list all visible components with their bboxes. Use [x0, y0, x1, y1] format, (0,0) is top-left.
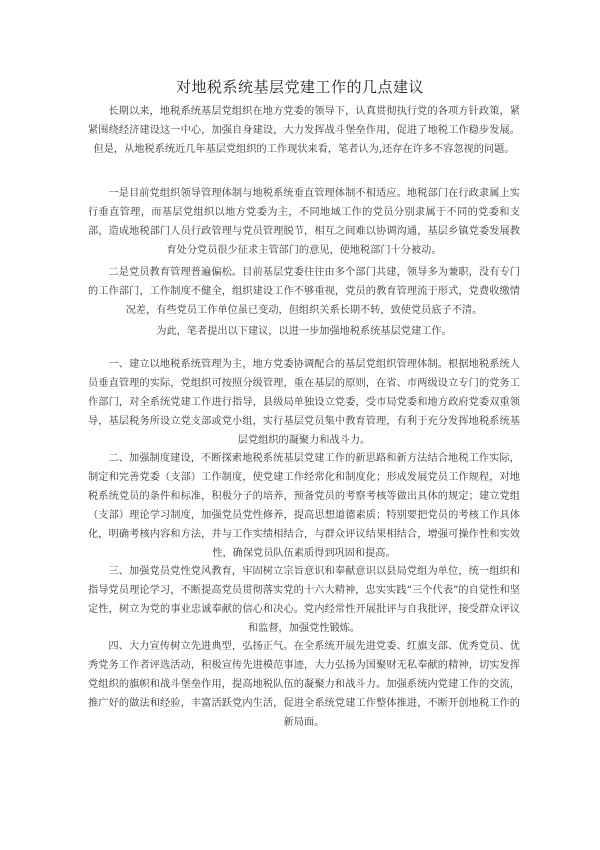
paragraph-suggestion-2: 二、加强制度建设，不断探索地税系统基层党建工作的新思路和新方法结合地税工作实际，制定和完善党委（支部）工作制度，使党建工作经常化和制度化；形成发展党员工作规程，对地税系统党员的条件和标准，积极分子的培养，预备党员的考察考核等做出具体的规定；建立党组（支部）理论学习制度，加强党员党性修养，提高思想道德素质；特别要把党员的考核工作具体化，明确考核内容和方法，并与工作实绩相结合，与群众评议结果相结合，增强可操作性和实效性，确保党员队伍素质得到巩固和提高。: [88, 453, 520, 559]
paragraph-problem-2: 二是党员教育管理普遍偏松。目前基层党委往往由多个部门共建，领导多为兼职，没有专门的工作部门，工作制度不健全，组织建设工作不够重视，党员的教育管理流于形式，党费收缴情况差，有些党员工作单位虽已变动，但组织关系长期不转，致使党员底子不清。: [88, 267, 520, 316]
paragraph-suggestion-1: 一、建立以地税系统管理为主，地方党委协调配合的基层党组织管理体制。根据地税系统人员垂直管理的实际，党组织可按照分级管理，重在基层的原则，在省、市两级设立专门的党务工作部门，对全系统党建工作进行指导，县级局单独设立党委，受市局党委和地方政府党委双重领导，基层税务所设立党支部或党小组，实行基层党员集中教育管理，有利于充分发挥地税系统基层党组织的凝聚力和战斗力。: [88, 359, 520, 446]
paragraph-suggestion-3: 三、加强党员党性党风教育，牢固树立宗旨意识和奉献意识以县局党组为单位，统一组织和指导党员理论学习，不断提高党员贯彻落实党的十六大精神，忠实实践“三个代表”的自觉性和坚定性，树立为党的事业忠诚奉献的信心和决心。党内经常性开展批评与自我批评，接受群众评议和监督，加强党性锻炼。: [88, 566, 520, 634]
paragraph-intro: 长期以来，地税系统基层党组织在地方党委的领导下，认真贯彻执行党的各项方针政策，紧紧围绕经济建设这一中心，加强自身建设，大力发挥战斗堡垒作用，促进了地税工作稳步发展。但是，从地税系统近几年基层党组织的工作现状来看，笔者认为,还存在许多不容忽视的问题。: [88, 106, 520, 155]
paragraph-suggestion-4: 四、大力宣传树立先进典型，弘扬正气。在全系统开展先进党委、红旗支部、优秀党员、优秀党务工作者评选活动，积极宣传先进模范事迹，大力弘扬为国聚财无私奉献的精神，切实发挥党组织的旗帜和战斗堡垒作用，提高地税队伍的凝聚力和战斗力。加强系统内党建工作的交流，推广好的做法和经验，丰富活跃党内生活，促进全系统党建工作整体推进，不断开创地税工作的新局面。: [88, 641, 520, 728]
paragraph-transition: 为此，笔者提出以下建议，以进一步加强地税系统基层党建工作。: [156, 326, 452, 337]
document-title: 对地税系统基层党建工作的几点建议: [175, 78, 424, 96]
paragraph-problem-1: 一是目前党组织领导管理体制与地税系统垂直管理体制不相适应。地税部门在行政隶属上实行垂直管理，而基层党组织以地方党委为主，不同地域工作的党员分别隶属于不同的党委和支部，造成地税部门人员行政管理与党员管理脱节，相互之间难以协调沟通，基层乡镇党委发展教育处分党员很少征求主管部门的意见，使地税部门十分被动。: [88, 188, 520, 256]
